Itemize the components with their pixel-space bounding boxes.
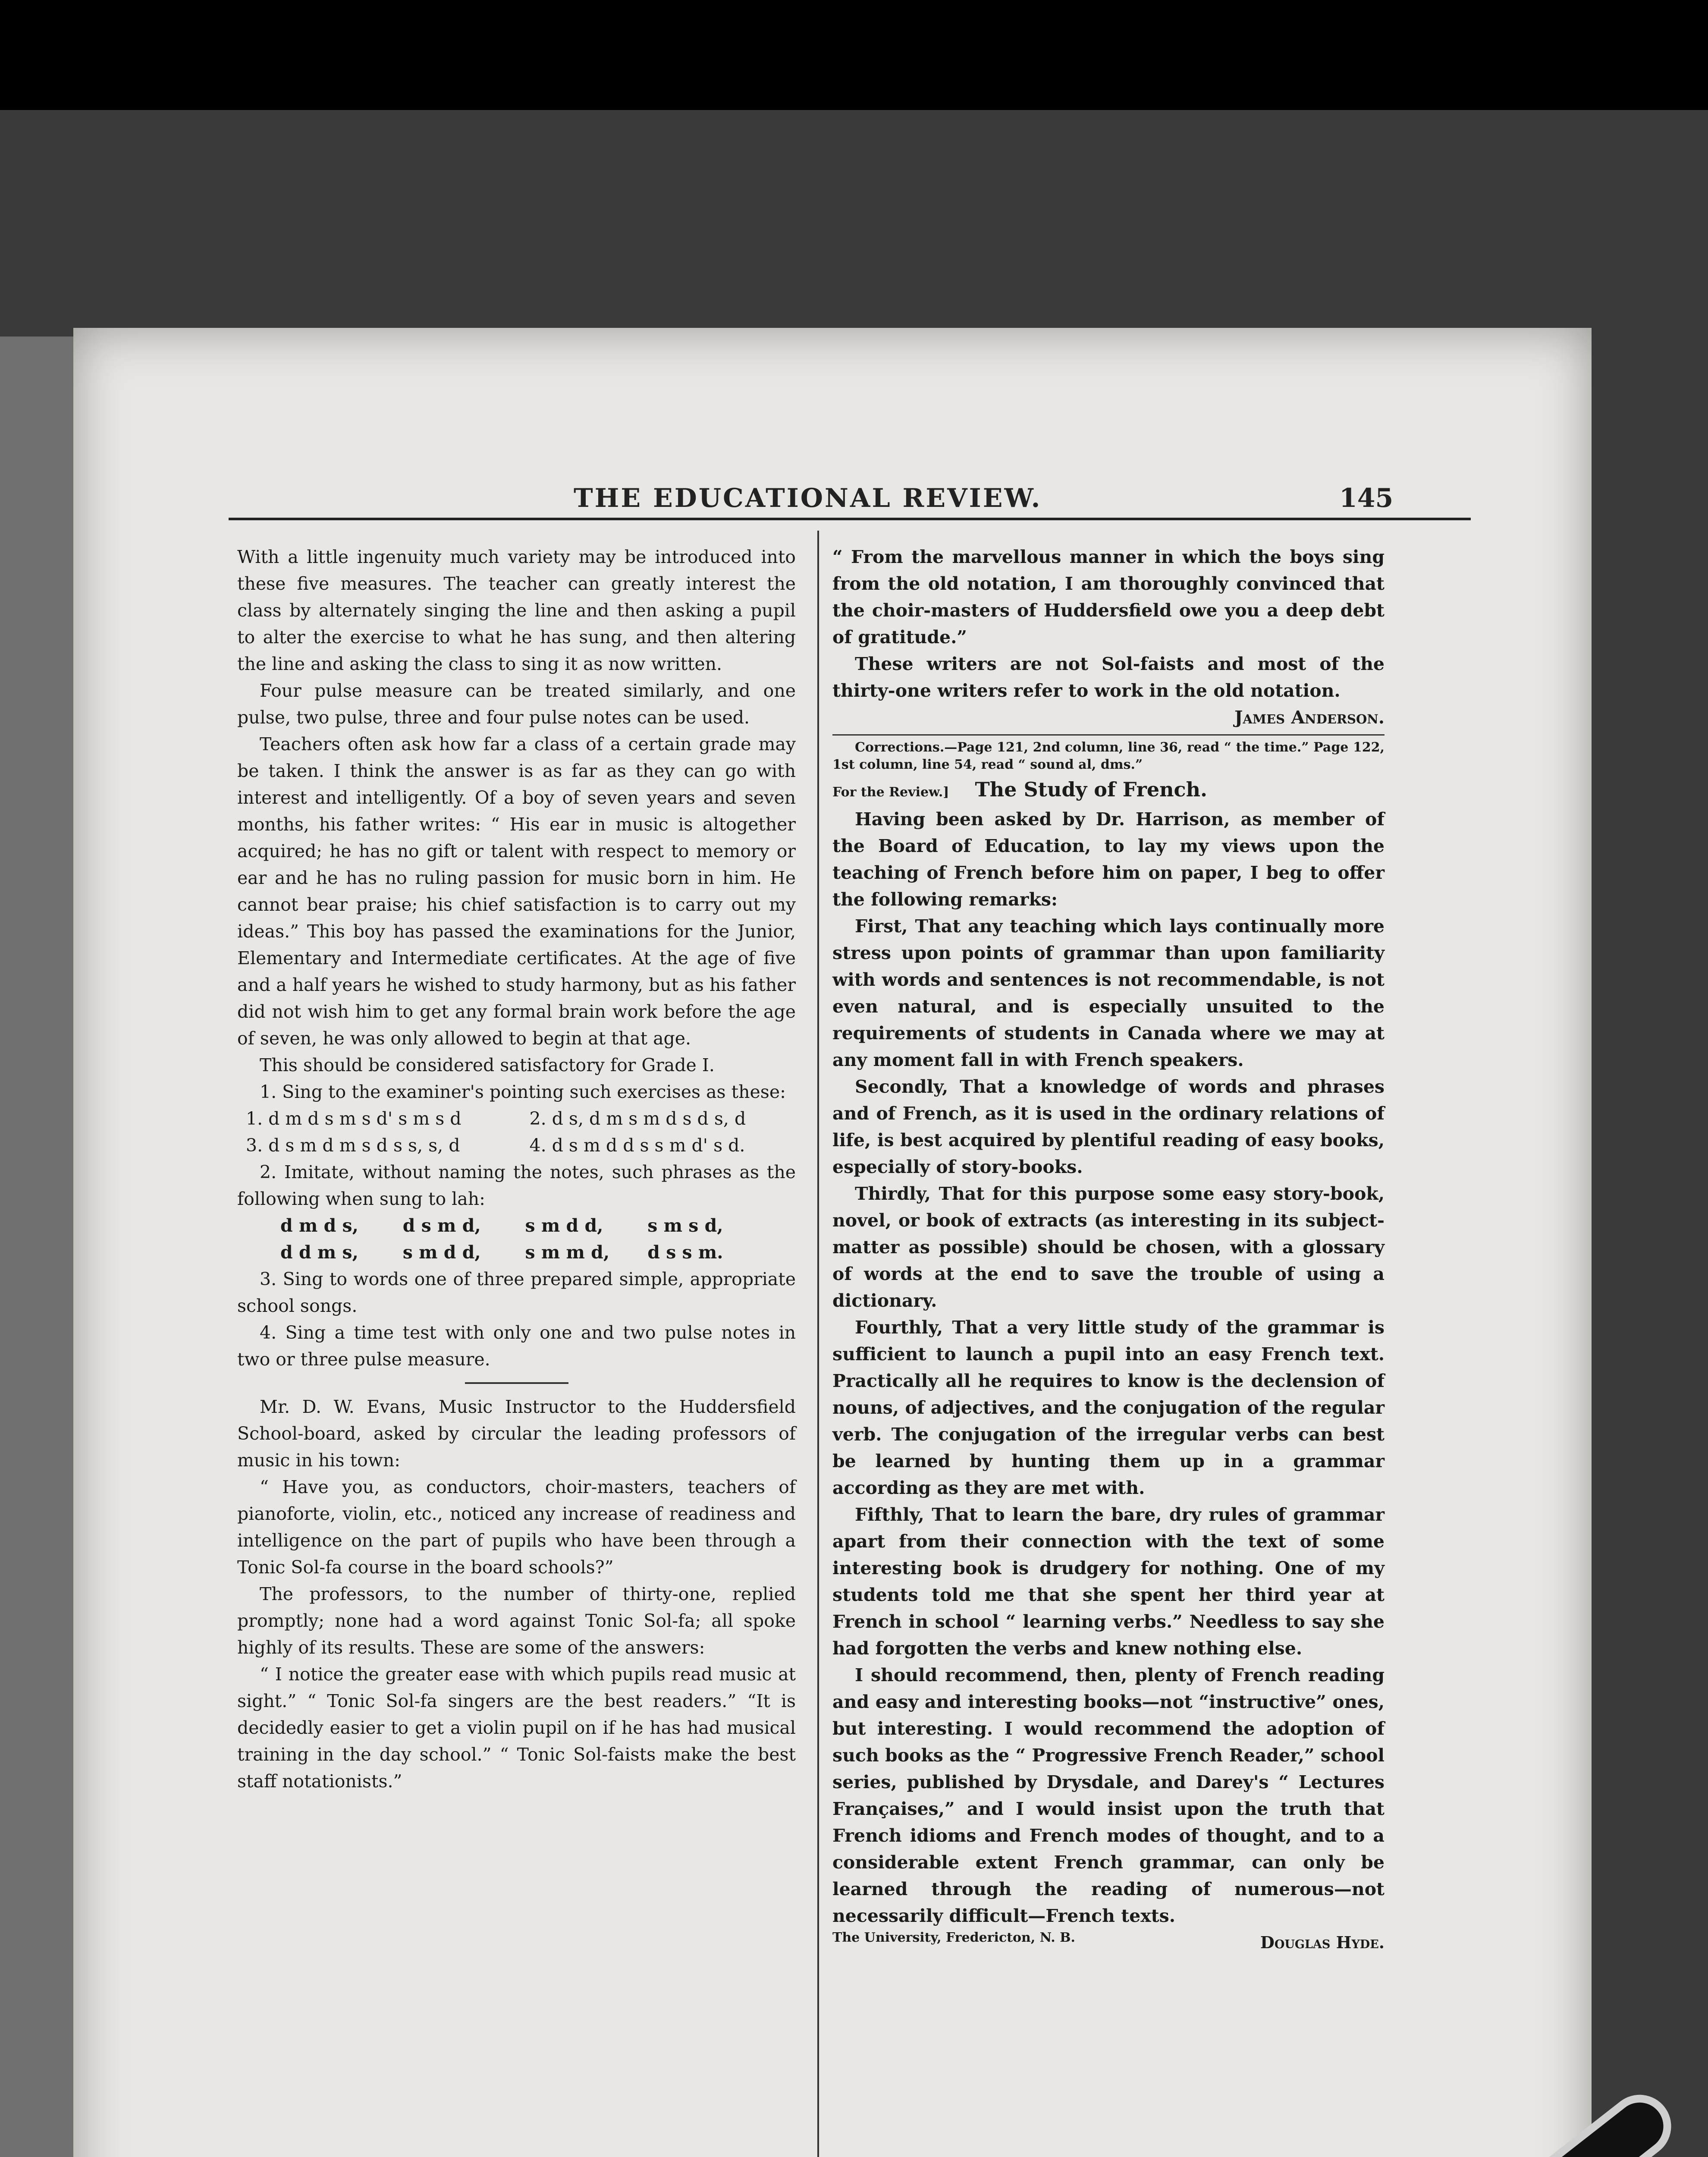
header-rule — [229, 518, 1471, 520]
quotation: “ From the marvellous manner in which the boys sing from the old notation, I am thoroughly convinced that the choir-masters of Huddersfield owe you a deep debt of gratitude.” — [832, 547, 1385, 648]
phrase: d s s m. — [647, 1242, 723, 1263]
signature-place: The University, Fredericton, N. B. — [832, 1930, 1075, 1945]
exercise-4: 4. d s m d d s s m d' s d. — [529, 1135, 745, 1156]
phrase: d m d s, — [280, 1215, 358, 1236]
left-column — [237, 544, 796, 1795]
paragraph: First, That any teaching which lays continually more stress upon points of grammar than upon familiarity with words and sentences is not recommendable, is not even natural, and is especially unsuited to the requirements of students in Canada where we may at any moment fall in with French speakers. — [832, 916, 1385, 1070]
paragraph: Fourthly, That a very little study of the grammar is sufficient to launch a pupil into an easy French text. Practically all he requires to know is the declension of nouns, of adjectives, and the conjugation of the regular verb. The conjugation of the irregular verbs can best be learned by hunting them up in a grammar according as they are met with. — [832, 1317, 1385, 1498]
paragraph: Secondly, That a knowledge of words and phrases and of French, as it is used in the ordinary relations of life, is best acquired by plentiful reading of easy books, especially of story-books. — [832, 1076, 1385, 1177]
paragraph: Mr. D. W. Evans, Music Instructor to the Huddersfield School-board, asked by circular the leading professors of music in his town: — [237, 1396, 796, 1471]
phrase: s m s d, — [647, 1215, 723, 1236]
running-title: THE EDUCATIONAL REVIEW. — [574, 483, 1042, 513]
paragraph: Having been asked by Dr. Harrison, as member of the Board of Education, to lay my views upon the teaching of French before him on paper, I beg to offer the following remarks: — [832, 809, 1385, 910]
paragraph: These writers are not Sol-faists and most of the thirty-one writers refer to work in the old notation. — [832, 654, 1385, 701]
phrase-grid — [237, 1212, 796, 1266]
paragraph: Fifthly, That to learn the bare, dry rules of grammar apart from their connection with the text of some interesting book is drudgery for nothing. One of my students told me that she spent her third year at French in school “ learning verbs.” Needless to say she had forgotten the verbs and knew nothing else. — [832, 1504, 1385, 1659]
paragraph: “ I notice the greater ease with which pupils read music at sight.” “ Tonic Sol-fa singers are the best readers.” “It is decidedly easier to get a violin pupil on if he has had musical training in the day school.” “ Tonic Sol-faists make the best staff notationists.” — [237, 1664, 796, 1792]
paragraph: Teachers often ask how far a class of a certain grade may be taken. I think the answer is as far as they can go with interest and intelligently. Of a boy of seven years and seven months, his father writes: “ His ear in music is altogether acquired; he has no gift or talent with respect to memory or ear and he has no ruling passion for music born in him. He cannot bear praise; his chief satisfaction is to carry out my ideas.” This boy has passed the examinations for the Junior, Elementary and Intermediate certificates. At the age of five and a half years he wished to study harmony, but as his father did not wish him to get any formal brain work before the age of seven, he was only allowed to begin at that age. — [237, 734, 796, 1049]
phrase: s m d d, — [402, 1242, 481, 1263]
phrase: d s m d, — [402, 1215, 481, 1236]
paragraph: The professors, to the number of thirty-one, replied promptly; none had a word against Tonic Sol-fa; all spoke highly of its results. These are some of the answers: — [237, 1584, 796, 1658]
phrase: s m d d, — [525, 1215, 603, 1236]
section-divider — [832, 734, 1385, 736]
corrections-note: Corrections.—Page 121, 2nd column, line 36, read “ the time.” Page 122, 1st column, line 54, read “ sound al, dms.” — [832, 740, 1385, 772]
signature-name: Douglas Hyde. — [1260, 1933, 1385, 1952]
exercise-3: 3. d s m d m s d s s, s, d — [246, 1135, 460, 1156]
article-signature — [832, 1929, 1385, 1956]
paragraph: 3. Sing to words one of three prepared simple, appropriate school songs. — [237, 1269, 796, 1316]
page-header — [73, 483, 1592, 535]
article-title: The Study of French. — [975, 778, 1208, 801]
article-heading — [832, 774, 1385, 806]
phrase: s m m d, — [525, 1242, 610, 1263]
exercise-1: 1. d m d s m s d' s m s d — [246, 1108, 462, 1129]
for-review-label: For the Review.] — [832, 785, 949, 800]
section-divider — [465, 1382, 568, 1384]
paragraph: I should recommend, then, plenty of French reading and easy and interesting books—not “instructive” ones, but interesting. I would recommend the adoption of such books as the “ Progressive French Reader,” school series, published by Drysdale, and Darey's “ Lectures Françaises,” and I would insist upon the truth that French idioms and French modes of thought, and to a considerable extent French grammar, can only be learned through the reading of numerous—not necessarily difficult—French texts. — [832, 1665, 1385, 1926]
paragraph: 1. Sing to the examiner's pointing such exercises as these: — [260, 1082, 786, 1102]
paragraph: With a little ingenuity much variety may be introduced into these five measures. The teacher can greatly interest the class by alternately singing the line and then asking a pupil to alter the exercise to what he has sung, and then altering the line and asking the class to sing it as now written. — [237, 547, 796, 674]
paragraph: “ Have you, as conductors, choir-masters, teachers of pianoforte, violin, etc., noticed any increase of readiness and intelligence on the part of pupils who have been through a Tonic Sol-fa course in the board schools?” — [237, 1477, 796, 1578]
author-signature: James Anderson. — [1234, 707, 1385, 728]
column-divider — [817, 531, 819, 2157]
right-column — [832, 544, 1385, 1956]
phrase: d d m s, — [280, 1242, 358, 1263]
solfa-exercises — [237, 1105, 796, 1159]
exercise-2: 2. d s, d m s m d s d s, d — [529, 1108, 746, 1129]
paragraph: This should be considered satisfactory for Grade I. — [260, 1055, 715, 1075]
magazine-page — [73, 328, 1592, 2157]
paragraph: 2. Imitate, without naming the notes, such phrases as the following when sung to lah: — [237, 1162, 796, 1209]
page-number: 145 — [1339, 483, 1394, 513]
paragraph: 4. Sing a time test with only one and two pulse notes in two or three pulse measure. — [237, 1322, 796, 1370]
paragraph: Four pulse measure can be treated similarly, and one pulse, two pulse, three and four pulse notes can be used. — [237, 680, 796, 728]
paragraph: Thirdly, That for this purpose some easy story-book, novel, or book of extracts (as interesting in its subject-matter as possible) should be chosen, with a glossary of words at the end to save the trouble of using a dictionary. — [832, 1183, 1385, 1311]
